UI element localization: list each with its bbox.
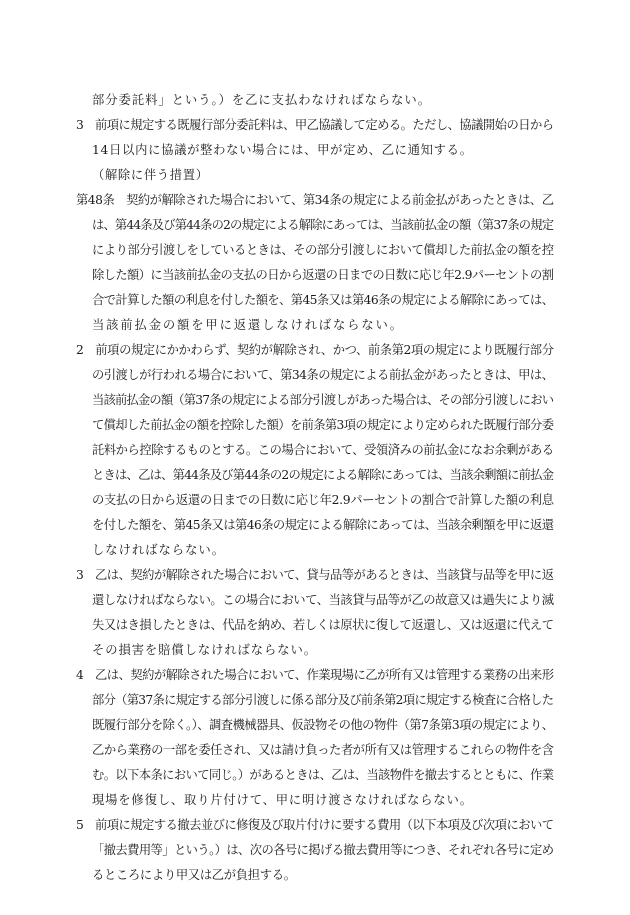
text-line: 部分（第37条に規定する部分引渡しに係る部分及び前条第2項に規定する検査に合格した bbox=[92, 693, 554, 707]
text-line: 失又はき損したときは、代品を納め、若しくは原状に復して返還し、又は返還に代えて bbox=[92, 618, 554, 632]
text-line: 4 乙は、契約が解除された場合において、作業現場に乙が所有又は管理する業務の出来形 bbox=[76, 668, 554, 682]
text-line: 5 前項に規定する撤去並びに修復及び取片付けに要する費用（以下本項及び次項において bbox=[76, 818, 554, 832]
text-line: るところにより甲又は乙が負担する。 bbox=[92, 868, 296, 882]
text-line: 還しなければならない。この場合において、当該貸与品等が乙の故意又は過失により滅 bbox=[92, 593, 554, 607]
text-line: の支払の日から返還の日までの日数に応じ年2.9パーセントの割合で計算した額の利息 bbox=[92, 493, 554, 507]
text-line: 当該前払金の額（第37条の規定による部分引渡しがあった場合は、その部分引渡しにおい bbox=[92, 393, 554, 407]
text-line: を付した額を、第45条又は第46条の規定による解除にあっては、当該余剰額を甲に返還 bbox=[92, 518, 554, 532]
text-line: その損害を賠償しなければならない。 bbox=[92, 643, 317, 657]
text-line: む。以下本条において同じ。）があるときは、乙は、当該物件を撤去するとともに、作業 bbox=[92, 768, 554, 782]
text-line: て償却した前払金の額を控除した額）を前条第3項の規定により定められた既履行部分委 bbox=[92, 418, 554, 432]
text-line: 部分委託料」という。）を乙に支払わなければならない。 bbox=[92, 93, 431, 107]
text-line: しなければならない。 bbox=[92, 543, 225, 557]
text-line: は、第44条及び第44条の2の規定による解除にあっては、当該前払金の額（第37条の規定 bbox=[92, 218, 554, 232]
section-heading: （解除に伴う措置） bbox=[92, 168, 209, 182]
text-line: 14日以内に協議が整わない場合には、甲が定め、乙に通知する。 bbox=[92, 143, 473, 157]
text-line: 既履行部分を除く。）、調査機械器具、仮設物その他の物件（第7条第3項の規定により、 bbox=[92, 718, 554, 732]
text-line: 託料から控除するものとする。この場合において、受領済みの前払金になお余剰がある bbox=[92, 443, 554, 457]
text-line: 3 乙は、契約が解除された場合において、貸与品等があるときは、当該貸与品等を甲に返 bbox=[76, 568, 554, 582]
text-line: ときは、乙は、第44条及び第44条の2の規定による解除にあっては、当該余剰額に前払金 bbox=[92, 468, 554, 482]
text-line: 第48条 契約が解除された場合において、第34条の規定による前金払があったときは、乙 bbox=[76, 193, 554, 207]
text-line: 合で計算した額の利息を付した額を、第45条又は第46条の規定による解除にあっては、 bbox=[92, 293, 554, 307]
text-line: 現場を修復し、取り片付けて、甲に明け渡さなければならない。 bbox=[92, 793, 473, 807]
text-line: 「撤去費用等」という。）は、次の各号に掲げる撤去費用等につき、それぞれ各号に定め bbox=[92, 843, 554, 857]
text-line: の引渡しが行われる場合において、第34条の規定による前払金があったときは、甲は、 bbox=[92, 368, 554, 382]
text-line: 除した額）に当該前払金の支払の日から返還の日までの日数に応じ年2.9パーセントの割 bbox=[92, 268, 554, 282]
text-line: 乙から業務の一部を委任され、又は請け負った者が所有又は管理するこれらの物件を含 bbox=[92, 743, 554, 757]
text-line: 2 前項の規定にかかわらず、契約が解除され、かつ、前条第2項の規定により既履行部分 bbox=[76, 343, 554, 357]
text-line: 当該前払金の額を甲に返還しなければならない。 bbox=[92, 318, 404, 332]
text-line: により部分引渡しをしているときは、その部分引渡しにおいて償却した前払金の額を控 bbox=[92, 243, 554, 257]
text-line: 3 前項に規定する既履行部分委託料は、甲乙協議して定める。ただし、協議開始の日から bbox=[76, 118, 554, 132]
